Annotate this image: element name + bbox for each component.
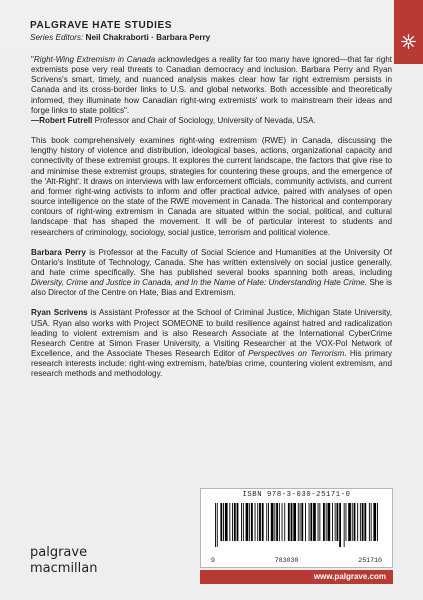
barcode-bar bbox=[266, 503, 267, 541]
quote-attribution bbox=[31, 116, 392, 126]
barcode-bar bbox=[364, 503, 366, 541]
barcode-bar bbox=[323, 503, 325, 541]
barcode-digits-left: 783030 bbox=[274, 557, 299, 564]
series-editors bbox=[30, 33, 210, 42]
barcode-bar bbox=[276, 503, 278, 541]
barcode-bar bbox=[282, 503, 283, 541]
barcode-bar bbox=[369, 503, 370, 541]
barcode-bar bbox=[251, 503, 253, 541]
barcode-digit-lead: 9 bbox=[211, 557, 215, 564]
barcode-bar bbox=[298, 503, 299, 541]
publisher-url[interactable]: www.palgrave.com bbox=[313, 572, 386, 581]
barcode-bar bbox=[262, 503, 264, 541]
barcode-bar bbox=[309, 503, 310, 541]
endorsement-quote: "Right-Wing Extremism in Canada acknowledges a reality far too many have ignored—that far right extremists pose very real threats to Canadian democracy and inclusion. Barbara Perry and Ryan Scrivens's smart, timely, and nuanced analysis makes clear how far right extremism persists in Canada and its cross-border links to U.S. and global networks. Both accessible and theoretically informed, they illuminate how Canadian right-wing extremists' work to mainstream their ideas and forge links to state politics". bbox=[31, 55, 392, 115]
series-header bbox=[0, 0, 423, 50]
isbn-label: ISBN 978-3-030-25171-0 bbox=[242, 491, 351, 499]
barcode-bar bbox=[335, 503, 336, 541]
author-bio-perry bbox=[31, 248, 392, 299]
series-editor-separator: · bbox=[151, 33, 154, 42]
quote-dash: — bbox=[31, 115, 40, 125]
bio-scrivens-text-2: . His primary research interests include: right-wing extremism, hate/bias crime, countering violent extremism, and research methods and methodology. bbox=[31, 349, 393, 379]
quote-book-title: Right-Wing Extremism in Canada bbox=[33, 55, 156, 64]
barcode-bar bbox=[271, 503, 274, 541]
barcode-bar bbox=[305, 503, 306, 541]
publisher-logo-line-2: macmillan bbox=[30, 561, 98, 576]
barcode-bar bbox=[328, 503, 331, 541]
isbn-barcode-box bbox=[200, 488, 393, 568]
barcode-bar bbox=[291, 503, 293, 541]
barcode-digits-right: 251710 bbox=[358, 557, 382, 564]
barcode-bar bbox=[217, 503, 218, 547]
barcode-bar bbox=[241, 503, 242, 541]
barcode-digits bbox=[211, 557, 382, 564]
palgrave-emblem-icon bbox=[400, 33, 417, 50]
barcode-bar bbox=[215, 503, 216, 547]
barcode-bar bbox=[310, 503, 312, 541]
corner-brand-block bbox=[394, 0, 423, 64]
barcode-bar bbox=[220, 503, 222, 541]
barcode-icon bbox=[211, 503, 382, 553]
bio-perry-text-1: is Professor at the Faculty of Social Science and Humanities at the University Of Ontario's Institute of Technology, Canada. She has written extensively on social justice generally, and hate crime specifically. She has published several books spanning both areas, including bbox=[31, 247, 392, 277]
series-editor-2: Barbara Perry bbox=[156, 33, 211, 42]
barcode-bar bbox=[243, 503, 244, 541]
barcode-bar bbox=[362, 503, 364, 541]
quote-text: acknowledges a reality far too many have ignored—that far right extremists pose very real threats to Canadian democracy and inclusion. Barbara Perry and Ryan Scrivens's smart, timely, and nuanced analysis makes clear how far right extremism persists in Canada and its cross-border links to U.S. and global networks. Both accessible and theoretically informed, they illuminate how Canadian right-wing extremists' work to mainstream their ideas and forge links to state politics". bbox=[31, 55, 392, 115]
author-bio-scrivens bbox=[31, 308, 392, 379]
barcode-bar bbox=[301, 503, 303, 541]
barcode-bar bbox=[284, 503, 285, 541]
barcode-bar bbox=[249, 503, 250, 541]
barcode-bar bbox=[234, 503, 236, 541]
back-cover-text bbox=[31, 55, 392, 380]
barcode-bar bbox=[373, 503, 376, 541]
barcode-bar bbox=[293, 503, 296, 541]
barcode-bar bbox=[288, 503, 290, 541]
barcode-bar bbox=[326, 503, 327, 541]
publisher-logo-line-1: palgrave bbox=[30, 545, 88, 560]
barcode-bar bbox=[354, 503, 356, 541]
bio-perry-books: Diversity, Crime and Justice in Canada, and In the Name of Hate: Understanding Hate Crime bbox=[31, 278, 365, 288]
barcode-bar bbox=[246, 503, 249, 541]
barcode-bar bbox=[337, 503, 339, 541]
publisher-url-bar bbox=[200, 570, 393, 584]
publisher-logo bbox=[30, 545, 97, 577]
author-name-perry: Barbara Perry bbox=[31, 247, 86, 257]
barcode-bar bbox=[279, 503, 280, 541]
barcode-bar bbox=[346, 503, 347, 541]
barcode-bar bbox=[300, 503, 301, 541]
barcode-bar bbox=[313, 503, 316, 541]
barcode-bar bbox=[229, 503, 230, 541]
barcode-bar bbox=[223, 503, 224, 541]
barcode-bar bbox=[274, 503, 275, 541]
bio-scrivens-text-1: is Assistant Professor at the School of Criminal Justice, Michigan State University, USA. Ryan also works with Project SOMEONE to build resilience against hatred and radicalization leading to violent extremism and is also Research Associate at the International CyberCrime Research Centre at Simon Fraser University, a Visiting Researcher at the VOX-Pol Network of Excellence, and the Associate Theses Research Editor of bbox=[31, 308, 392, 359]
series-editor-1: Neil Chakraborti bbox=[85, 33, 149, 42]
barcode-bar bbox=[237, 503, 239, 541]
barcode-bar bbox=[257, 503, 258, 541]
bio-scrivens-journal: Perspectives on Terrorism bbox=[248, 349, 345, 359]
barcode-bar bbox=[352, 503, 353, 541]
barcode-bar bbox=[360, 503, 361, 541]
quote-author: Robert Futrell bbox=[39, 115, 93, 125]
barcode-bar bbox=[268, 503, 269, 541]
barcode-bar bbox=[344, 503, 345, 547]
barcode-bar bbox=[318, 503, 319, 541]
barcode-bar bbox=[357, 503, 358, 541]
book-description: This book comprehensively examines right-wing extremism (RWE) in Canada, discussing the lengthy history of violence and distribution, ideological bases, actions, organizational capacity and connectivity of these extremist groups. It explores the current landscape, the factors that give rise to and minimise these extremist groups, strategies for countering these groups, and the emergence of the 'Alt-Right'. It draws on interviews with law enforcement officials, community activists, and current and former right-wing activists to inform and offer practical advice, paired with analyses of open source intelligence on the state of the RWE movement in Canada. The historical and contemporary contours of right-wing extremism in Canada are situated within the social, political, and cultural landscape that has shaped the movement. It will be of particular interest to students and researchers of criminology, sociology, social justice, terrorism and political violence. bbox=[31, 136, 392, 237]
barcode-bar bbox=[255, 503, 256, 541]
barcode-bar bbox=[332, 503, 333, 541]
barcode-bar bbox=[259, 503, 261, 541]
barcode-bar bbox=[339, 503, 341, 547]
barcode-bar bbox=[377, 503, 378, 541]
barcode-bar bbox=[371, 503, 372, 541]
barcode-bar bbox=[348, 503, 351, 541]
series-title: PALGRAVE HATE STUDIES bbox=[30, 20, 173, 31]
series-editors-label: Series Editors: bbox=[30, 33, 84, 42]
quote-author-title: Professor and Chair of Sociology, University of Nevada, USA. bbox=[92, 115, 316, 125]
author-name-scrivens: Ryan Scrivens bbox=[31, 308, 88, 318]
bio-perry-text-2: . She is also Director of the Centre on Hate, Bias and Extremism. bbox=[31, 278, 392, 298]
barcode-bar bbox=[232, 503, 233, 541]
barcode-bar bbox=[225, 503, 228, 541]
barcode-bar bbox=[319, 503, 320, 541]
